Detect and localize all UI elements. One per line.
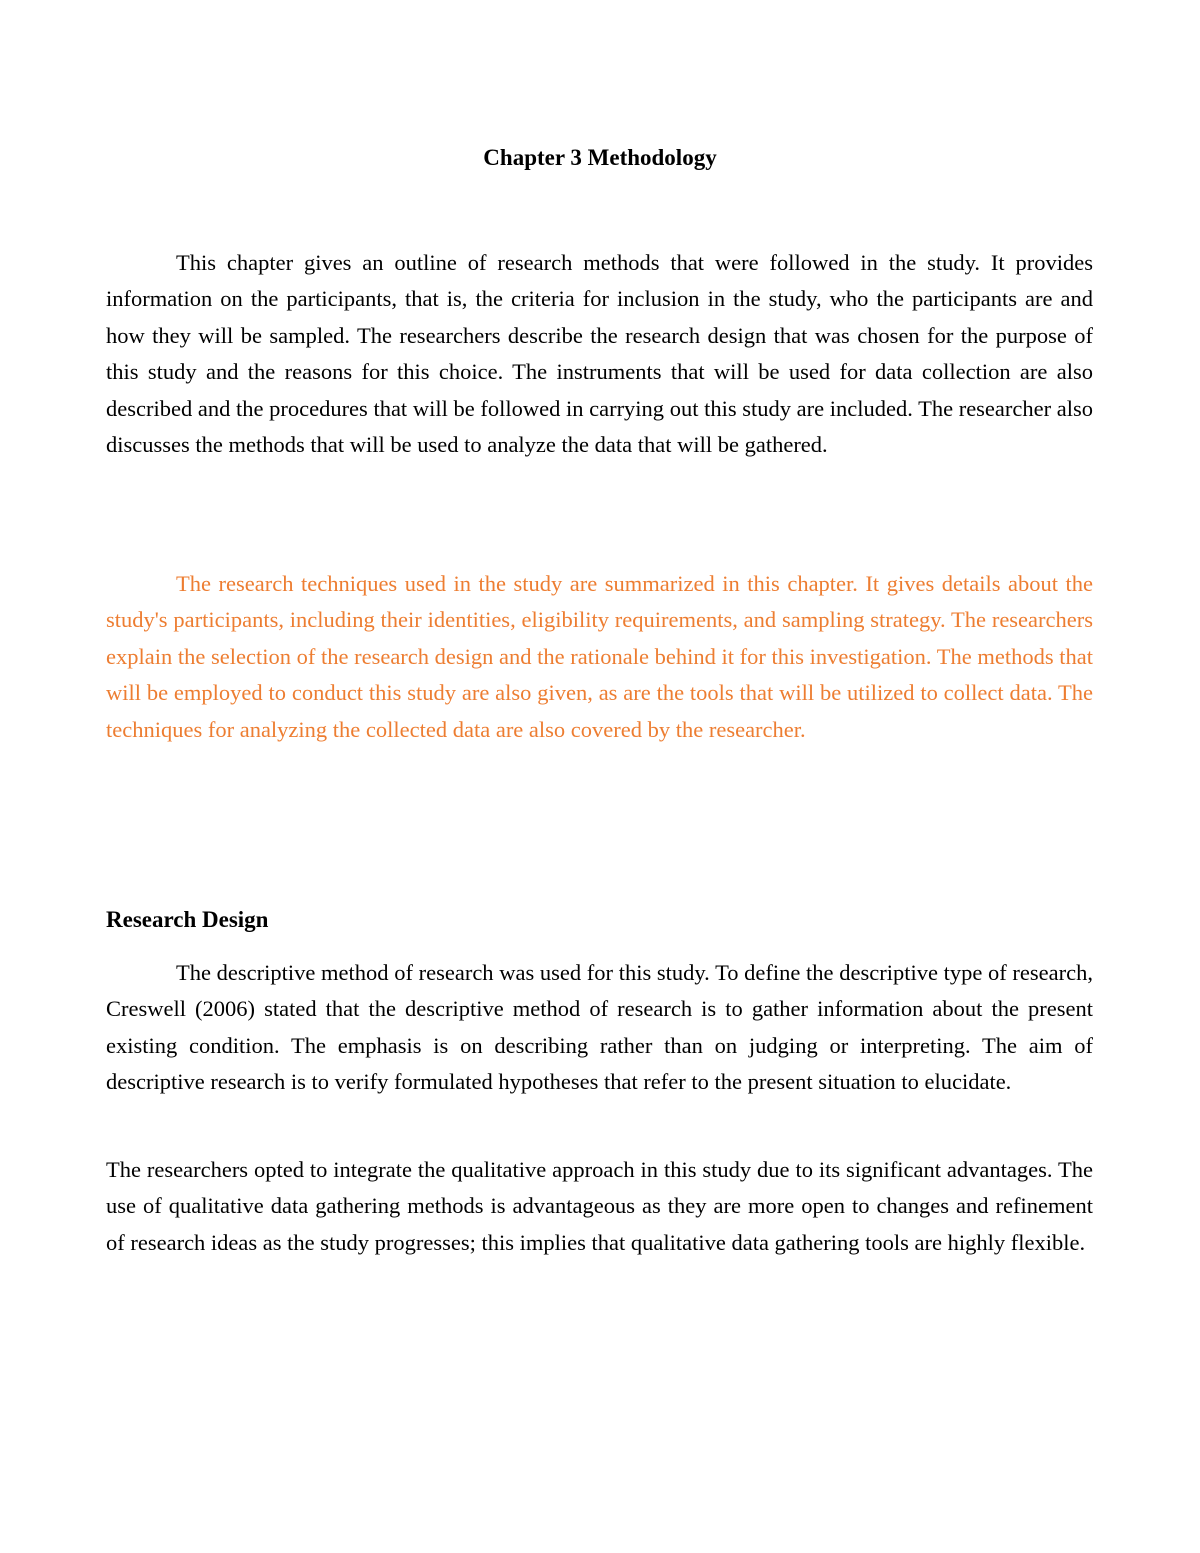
chapter-title: Chapter 3 Methodology [483,145,717,170]
research-design-paragraph: The descriptive method of research was used for this study. To define the descriptive type of research, Creswell (2006) stated that the descriptive method of research is to gather information about the present existing condition. The emphasis is on describing rather than on judging or interpreting. The aim of descriptive research is to verify formulated hypotheses that refer to the present situation to elucidate. [106,960,1093,1095]
section-heading-research-design: Research Design [106,907,269,932]
qualitative-approach-paragraph: The researchers opted to integrate the qualitative approach in this study due to its significant advantages. The use of qualitative data gathering methods is advantageous as they are more open to changes and refinement of research ideas as the study progresses; this implies that qualitative data gathering tools are highly flexible. [106,1157,1093,1255]
paraphrased-paragraph: The research techniques used in the study are summarized in this chapter. It gives details about the study's participants, including their identities, eligibility requirements, and sampling strategy. The researchers explain the selection of the research design and the rationale behind it for this investigation. The methods that will be employed to conduct this study are also given, as are the tools that will be utilized to collect data. The techniques for analyzing the collected data are also covered by the researcher. [106,571,1093,742]
intro-paragraph: This chapter gives an outline of research methods that were followed in the study. It provides information on the participants, that is, the criteria for inclusion in the study, who the participants are and how they will be sampled. The researchers describe the research design that was chosen for the purpose of this study and the reasons for this choice. The instruments that will be used for data collection are also described and the procedures that will be followed in carrying out this study are included. The researcher also discusses the methods that will be used to analyze the data that will be gathered. [106,250,1093,458]
